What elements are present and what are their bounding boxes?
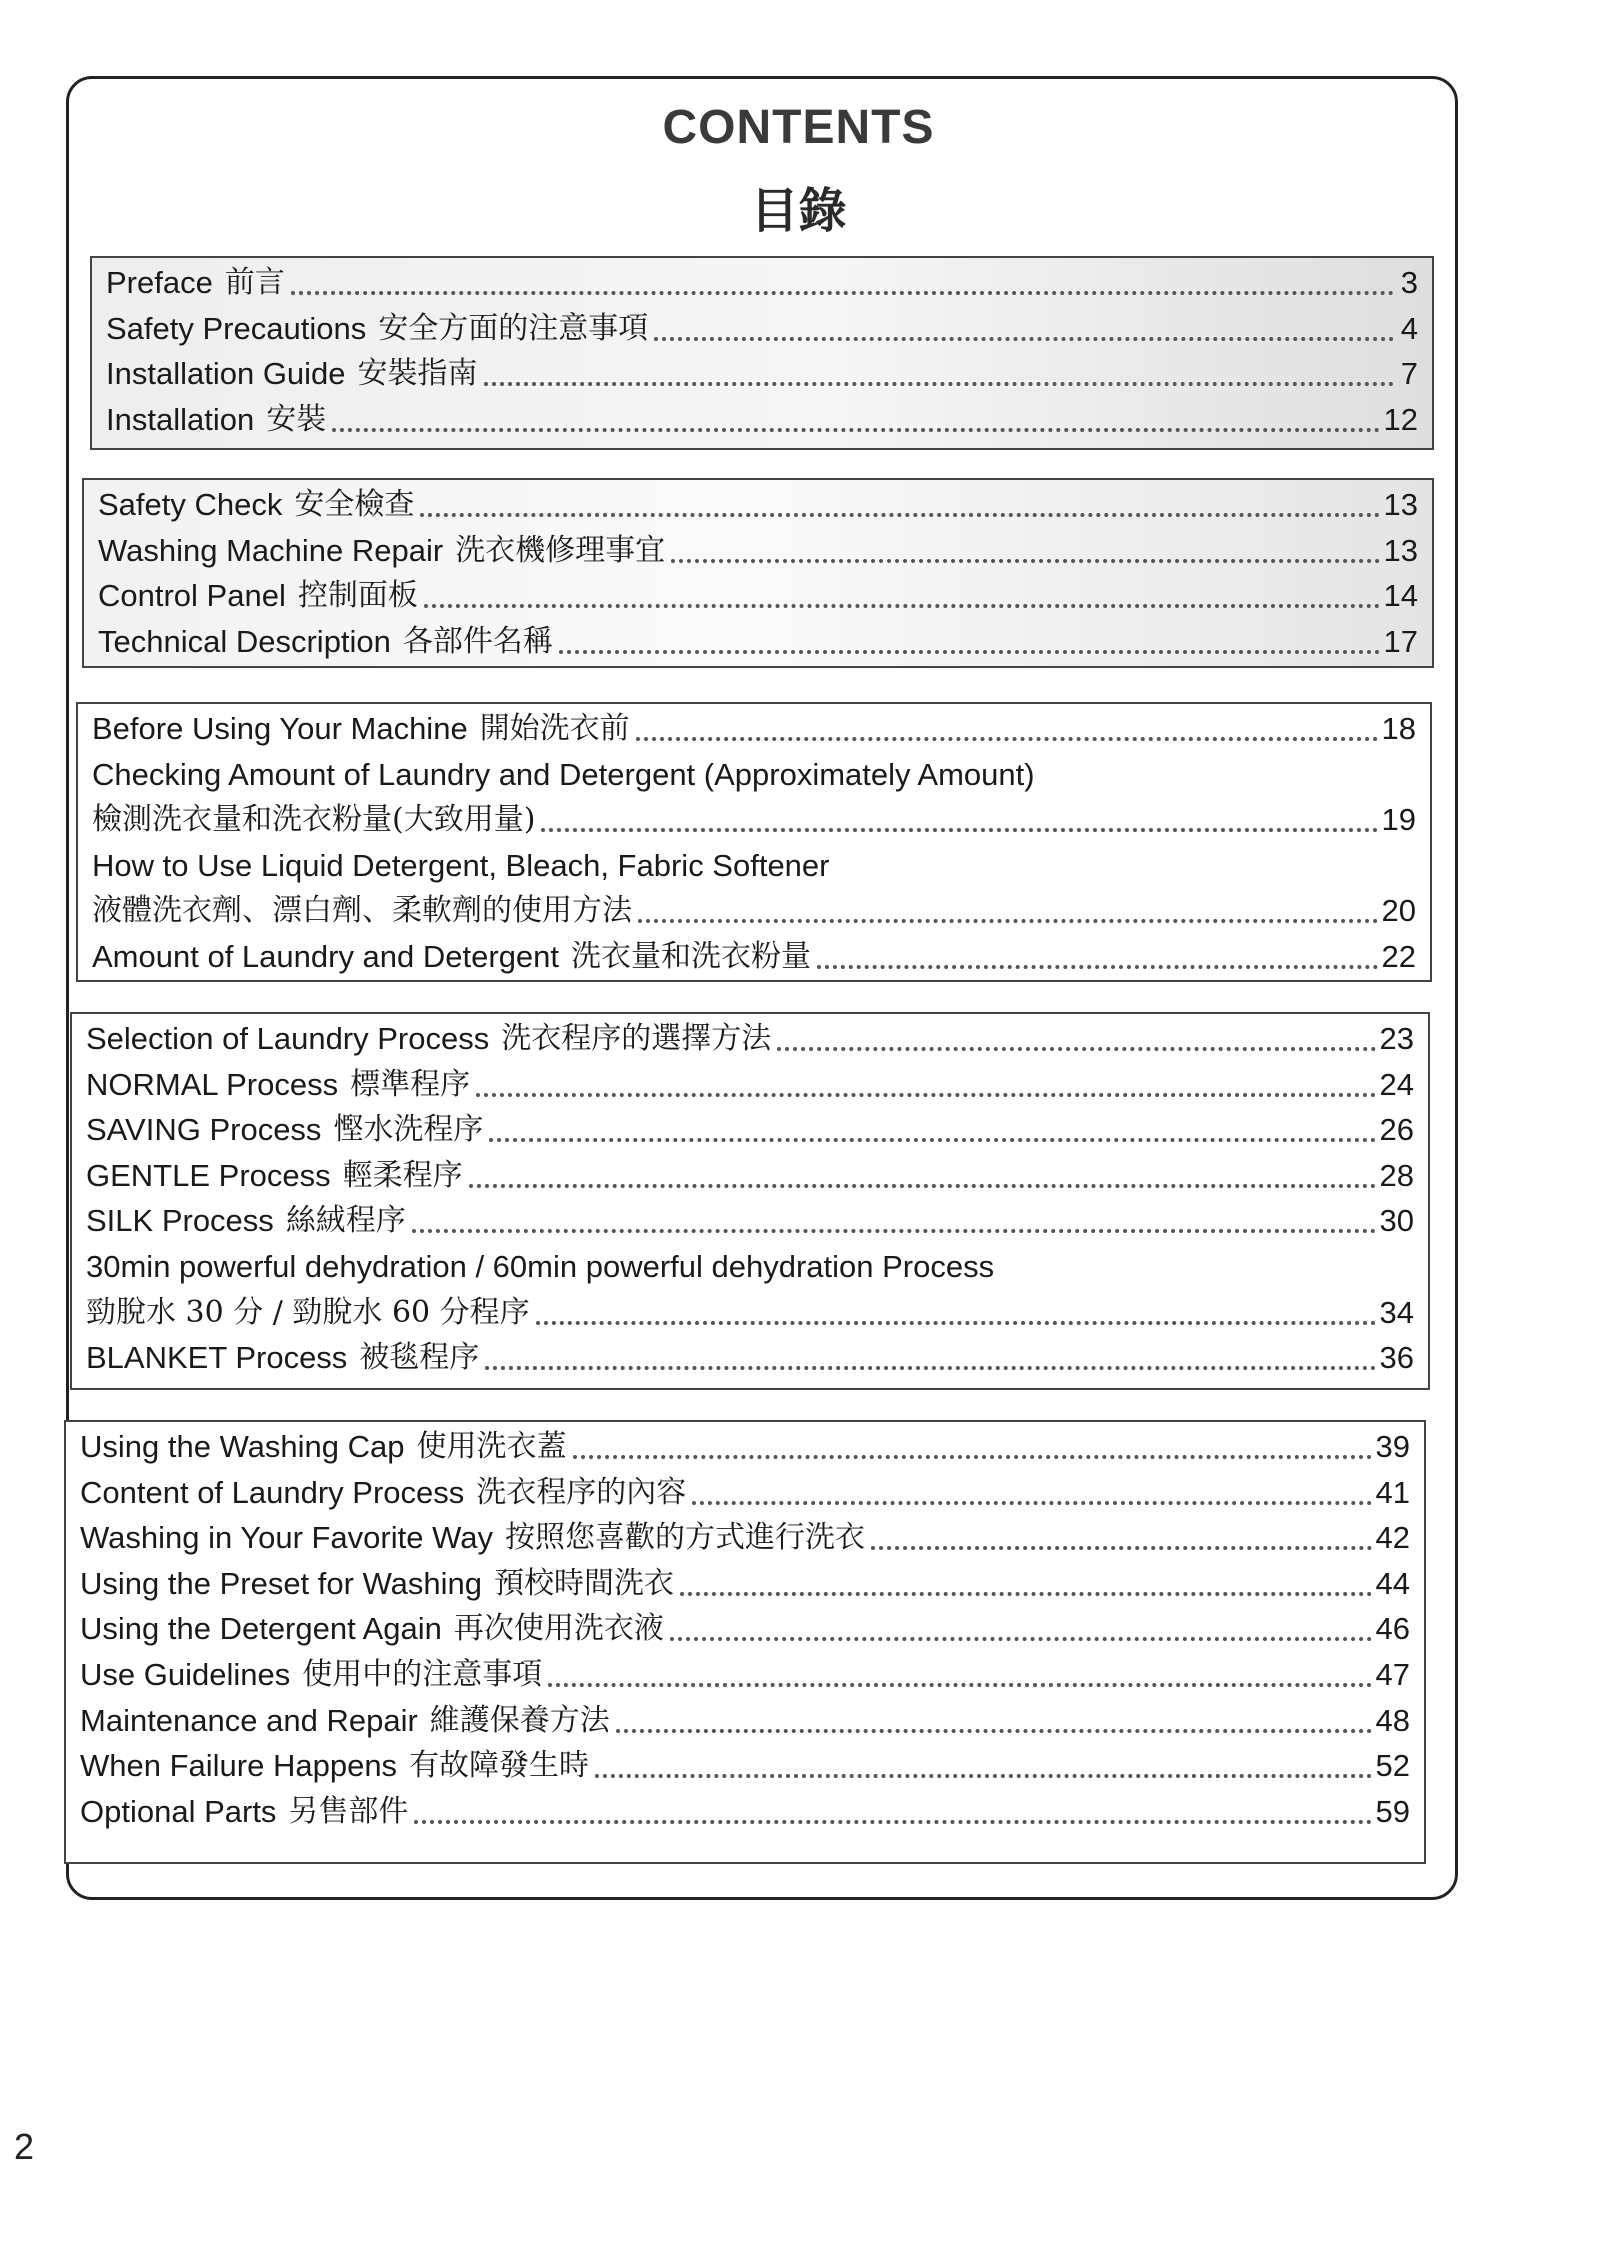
- toc-entry: [80, 1791, 1410, 1833]
- toc-entry-page: 34: [1379, 1294, 1414, 1330]
- toc-entry-chinese-label: 按照您喜歡的方式進行洗衣: [504, 1520, 865, 1556]
- toc-entry-page: 22: [1381, 939, 1416, 974]
- toc-entry-chinese-label: 控制面板: [297, 578, 418, 614]
- toc-entry: [86, 1109, 1414, 1151]
- toc-entry: [80, 1563, 1410, 1605]
- page-title: CONTENTS: [662, 101, 935, 154]
- toc-entry-page: 13: [1383, 532, 1418, 568]
- toc-entry: [92, 754, 1416, 796]
- toc-entry-label: Use Guidelines: [80, 1657, 291, 1692]
- toc-dot-leader: [573, 1455, 1372, 1459]
- toc-entry-page: 46: [1375, 1611, 1410, 1647]
- toc-entry-page: 12: [1383, 401, 1418, 437]
- toc-entry-page: 28: [1379, 1157, 1414, 1193]
- toc-entry-chinese-label: 預校時間洗衣: [494, 1565, 675, 1601]
- toc-dot-leader: [777, 1047, 1375, 1051]
- toc-section-3: [76, 702, 1432, 982]
- toc-entry-chinese-label: 洗衣機修理事宜: [455, 532, 666, 568]
- toc-entry-label: Optional Parts: [80, 1793, 277, 1829]
- toc-entry-page: 41: [1375, 1474, 1410, 1510]
- toc-entry-chinese-label: 絲絨程序: [285, 1203, 406, 1239]
- toc-dot-leader: [638, 919, 1378, 923]
- toc-entry: [98, 621, 1418, 663]
- toc-entry-label: Amount of Laundry and Detergent: [92, 939, 560, 974]
- toc-entry: [86, 1246, 1414, 1288]
- toc-entry: [98, 575, 1418, 617]
- toc-dot-leader: [636, 737, 1378, 741]
- toc-dot-leader: [548, 1683, 1371, 1687]
- toc-entry-chinese-label: 再次使用洗衣液: [453, 1611, 664, 1647]
- toc-entry-page: 26: [1379, 1112, 1414, 1148]
- toc-entry-label: 30min powerful dehydration / 60min powerful dehydration Process: [86, 1249, 995, 1284]
- toc-entry-label: Washing Machine Repair: [98, 532, 444, 568]
- toc-entry-label: GENTLE Process: [86, 1157, 331, 1193]
- toc-entry-chinese-label: 安全方面的注意事項: [378, 310, 649, 346]
- toc-entry-label: Control Panel: [98, 578, 286, 614]
- toc-entry-page: 59: [1375, 1793, 1410, 1829]
- toc-dot-leader: [680, 1592, 1371, 1596]
- toc-dot-leader: [559, 650, 1380, 654]
- toc-dot-leader: [424, 604, 1380, 608]
- toc-dot-leader: [536, 1321, 1376, 1325]
- toc-section-4: [70, 1012, 1430, 1390]
- toc-entry-label: NORMAL Process: [86, 1066, 339, 1102]
- toc-entry-label: Safety Check: [98, 487, 283, 522]
- page-number: 2: [14, 2126, 35, 2167]
- toc-entry-label: Checking Amount of Laundry and Detergent (Approximately Amount): [92, 756, 1035, 792]
- toc-entry-chinese-label: 各部件名稱: [402, 623, 553, 659]
- toc-dot-leader: [412, 1229, 1376, 1233]
- toc-entry: [106, 353, 1418, 395]
- toc-entry-page: 47: [1375, 1657, 1410, 1692]
- toc-entry-chinese-label: 使用中的注意事項: [302, 1657, 543, 1692]
- toc-dot-leader: [485, 1366, 1375, 1370]
- toc-entry: [86, 1337, 1414, 1379]
- toc-entry-chinese-label: 洗衣程序的內容: [476, 1474, 687, 1510]
- toc-entry-chinese-label: 使用洗衣蓋: [416, 1429, 567, 1464]
- toc-entry-label: SILK Process: [86, 1203, 274, 1239]
- toc-entry: [86, 1200, 1414, 1242]
- toc-entry-label: Using the Detergent Again: [80, 1611, 442, 1647]
- toc-entry-chinese-label: 檢測洗衣量和洗衣粉量(大致用量): [92, 802, 536, 838]
- toc-entry-label: Selection of Laundry Process: [86, 1021, 490, 1056]
- toc-entry-page: 48: [1375, 1702, 1410, 1738]
- toc-entry-label: Content of Laundry Process: [80, 1474, 465, 1510]
- toc-entry: [80, 1517, 1410, 1559]
- toc-entry: [80, 1654, 1410, 1696]
- toc-dot-leader: [692, 1501, 1371, 1505]
- toc-entry-chinese-label: 安裝: [266, 401, 327, 437]
- toc-entry: [106, 262, 1418, 304]
- toc-entry-chinese-label: 洗衣量和洗衣粉量: [571, 939, 812, 974]
- toc-entry-page: 36: [1379, 1340, 1414, 1376]
- toc-entry-chinese-label: 慳水洗程序: [333, 1112, 484, 1148]
- toc-entry: [80, 1608, 1410, 1650]
- toc-dot-leader: [616, 1729, 1372, 1733]
- toc-entry-label: How to Use Liquid Detergent, Bleach, Fabric Softener: [92, 847, 830, 883]
- toc-entry-label: Technical Description: [98, 623, 391, 659]
- toc-dot-leader: [332, 428, 1379, 432]
- toc-entry-page: 3: [1400, 265, 1418, 300]
- toc-entry: [86, 1155, 1414, 1197]
- toc-entry-page: 13: [1383, 487, 1418, 522]
- toc-entry: [92, 845, 1416, 887]
- toc-entry-chinese-label: 被毯程序: [359, 1340, 480, 1376]
- toc-entry: [92, 936, 1416, 978]
- toc-entry-label: Maintenance and Repair: [80, 1702, 418, 1738]
- toc-entry: [80, 1745, 1410, 1787]
- toc-entry: [86, 1018, 1414, 1060]
- toc-dot-leader: [595, 1774, 1371, 1778]
- toc-entry-page: 19: [1381, 802, 1416, 838]
- toc-entry-chinese-label: 有故障發生時: [409, 1748, 590, 1784]
- toc-entry-page: 42: [1375, 1520, 1410, 1556]
- toc-entry-page: 7: [1400, 356, 1418, 392]
- toc-entry-label: Before Using Your Machine: [92, 711, 468, 746]
- toc-entry-label: Installation Guide: [106, 356, 346, 392]
- toc-entry-page: 18: [1381, 711, 1416, 746]
- toc-entry: [98, 484, 1418, 526]
- toc-entry-label: Washing in Your Favorite Way: [80, 1520, 493, 1556]
- toc-dot-leader: [670, 1637, 1372, 1641]
- toc-dot-leader: [671, 559, 1379, 563]
- toc-entry-label: Using the Preset for Washing: [80, 1565, 483, 1601]
- toc-entry-page: 44: [1375, 1565, 1410, 1601]
- toc-dot-leader: [654, 337, 1394, 341]
- toc-section-1: [90, 256, 1434, 450]
- toc-entry: [92, 799, 1416, 841]
- toc-entry-label: Using the Washing Cap: [80, 1429, 405, 1464]
- toc-entry: [92, 708, 1416, 750]
- toc-entry: [80, 1426, 1410, 1468]
- toc-dot-leader: [817, 965, 1377, 969]
- toc-entry-chinese-label: 洗衣程序的選擇方法: [501, 1021, 772, 1056]
- toc-dot-leader: [476, 1093, 1375, 1097]
- toc-entry-label: When Failure Happens: [80, 1748, 398, 1784]
- toc-entry-chinese-label: 維護保養方法: [429, 1702, 610, 1738]
- toc-entry-page: 17: [1383, 623, 1418, 659]
- toc-entry: [98, 530, 1418, 572]
- toc-dot-leader: [489, 1138, 1375, 1142]
- toc-entry: [86, 1064, 1414, 1106]
- toc-entry-page: 20: [1381, 893, 1416, 929]
- page-subtitle: 目錄: [750, 183, 847, 239]
- toc-dot-leader: [291, 291, 1394, 295]
- toc-entry-label: Safety Precautions: [106, 310, 367, 346]
- toc-entry: [86, 1292, 1414, 1334]
- toc-entry-page: 4: [1400, 310, 1418, 346]
- toc-entry-chinese-label: 開始洗衣前: [479, 711, 630, 746]
- toc-entry: [80, 1700, 1410, 1742]
- toc-entry-label: Preface: [106, 265, 213, 300]
- toc-dot-leader: [469, 1184, 1376, 1188]
- toc-section-5: [64, 1420, 1426, 1864]
- toc-dot-leader: [414, 1820, 1371, 1824]
- toc-entry: [106, 399, 1418, 441]
- toc-entry-label: SAVING Process: [86, 1112, 322, 1148]
- toc-entry-chinese-label: 液體洗衣劑、漂白劑、柔軟劑的使用方法: [92, 893, 632, 929]
- toc-entry-chinese-label: 安全檢查: [294, 487, 415, 522]
- toc-entry-chinese-label: 前言: [224, 265, 285, 300]
- toc-entry-label: Installation: [106, 401, 255, 437]
- toc-entry: [106, 308, 1418, 350]
- toc-dot-leader: [420, 513, 1379, 517]
- toc-entry-chinese-label: 標準程序: [350, 1066, 471, 1102]
- toc-entry-page: 52: [1375, 1748, 1410, 1784]
- toc-entry-label: BLANKET Process: [86, 1340, 348, 1376]
- toc-entry-page: 23: [1379, 1021, 1414, 1056]
- toc-entry: [80, 1472, 1410, 1514]
- toc-entry-page: 14: [1383, 578, 1418, 614]
- toc-dot-leader: [871, 1546, 1372, 1550]
- toc-entry: [92, 890, 1416, 932]
- toc-entry-page: 39: [1375, 1429, 1410, 1464]
- toc-entry-chinese-label: 另售部件: [288, 1793, 409, 1829]
- toc-entry-chinese-label: 勁脫水 30 分 / 勁脫水 60 分程序: [86, 1294, 530, 1330]
- toc-entry-page: 24: [1379, 1066, 1414, 1102]
- toc-dot-leader: [484, 382, 1394, 386]
- toc-section-2: [82, 478, 1434, 668]
- toc-entry-chinese-label: 輕柔程序: [342, 1157, 463, 1193]
- toc-entry-page: 30: [1379, 1203, 1414, 1239]
- toc-dot-leader: [541, 828, 1377, 832]
- toc-entry-chinese-label: 安裝指南: [357, 356, 478, 392]
